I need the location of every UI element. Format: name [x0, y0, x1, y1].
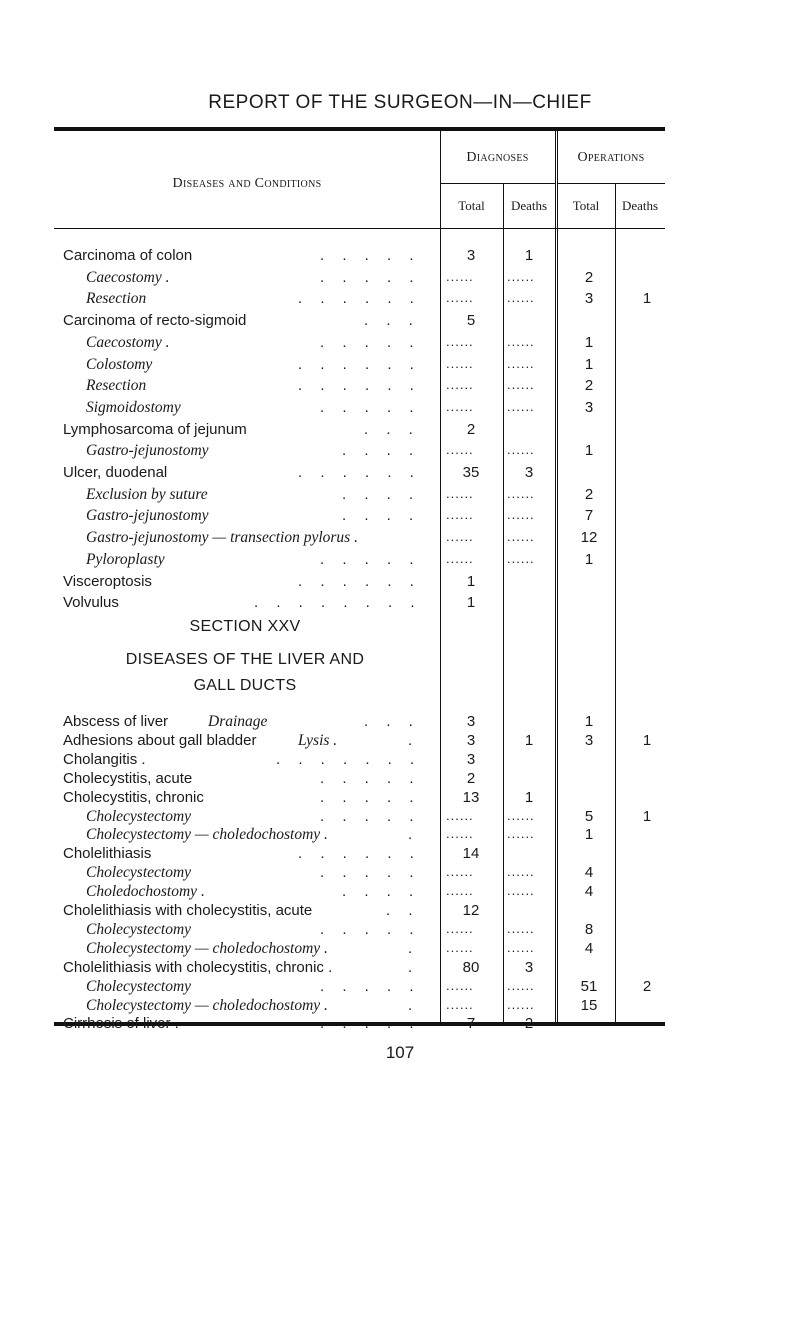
row-label: Cholecystitis, chronic — [63, 788, 204, 806]
table-row — [0, 421, 800, 443]
diagnoses-total-cell: 2 — [466, 420, 476, 438]
diagnoses-deaths-cell: ...... — [507, 939, 535, 955]
operations-deaths-cell: 1 — [642, 290, 652, 308]
diagnoses-total-cell: ...... — [446, 977, 474, 993]
row-leader-dots: . . . . — [342, 442, 421, 460]
operations-total-cell: 3 — [584, 731, 594, 749]
diagnoses-total-cell: ...... — [446, 485, 474, 501]
table-row — [0, 247, 800, 269]
diagnoses-deaths-cell: ...... — [507, 550, 535, 566]
row-label: Colostomy — [86, 355, 153, 373]
header-bottom-rule — [54, 228, 665, 229]
diagnoses-deaths-cell: ...... — [507, 864, 535, 880]
diagnoses-total-cell: ...... — [446, 864, 474, 880]
diagnoses-total-cell: 13 — [462, 788, 480, 806]
row-label: Cholecystectomy — [86, 807, 192, 825]
diagnoses-total-cell: 1 — [466, 572, 476, 590]
operations-total-cell: 15 — [580, 996, 598, 1014]
row-leader-dots: . . . . . — [320, 807, 421, 825]
row-label: Sigmoidostomy — [86, 398, 181, 416]
page-number: 107 — [385, 1043, 415, 1062]
row-leader-dots: . . . . . . — [298, 464, 421, 481]
row-label: Cirrhosis of liver . — [63, 1015, 179, 1033]
row-leader-dots: . . . — [364, 312, 420, 330]
diagnoses-total-cell: ...... — [446, 442, 474, 458]
operations-deaths-cell: 1 — [642, 807, 652, 825]
row-label: Cholecystectomy — choledochostomy . — [86, 996, 328, 1014]
operations-total-cell: 4 — [584, 939, 594, 957]
diagnoses-total-cell: 3 — [466, 247, 476, 264]
operations-total-cell: 3 — [584, 398, 594, 416]
diagnoses-total-cell: 2 — [466, 769, 476, 787]
row-label: Resection — [86, 290, 147, 308]
diagnoses-total-cell: ...... — [446, 529, 474, 545]
section-title-line-2: GALL DUCTS — [193, 677, 297, 694]
diagnoses-deaths-cell: ...... — [507, 268, 535, 284]
diagnoses-deaths-cell: 1 — [524, 247, 534, 264]
row-label: Cholelithiasis — [63, 845, 152, 863]
row-label: Cholelithiasis with cholecystitis, acute — [63, 902, 313, 919]
diagnoses-deaths-cell: ...... — [507, 826, 535, 842]
row-label: Caecostomy . — [86, 268, 170, 286]
table-top-rule — [54, 127, 665, 131]
operations-total-cell: 8 — [584, 920, 594, 938]
diagnoses-total-cell: ...... — [446, 333, 474, 349]
row-label: Pyloroplasty — [86, 550, 165, 568]
row-leader-dots: . . . . . — [320, 1015, 421, 1033]
table-row — [0, 290, 800, 312]
table-row — [0, 529, 800, 551]
operations-total-cell: 1 — [584, 442, 594, 460]
row-leader-dots: . . . . . — [320, 864, 421, 882]
table-row — [0, 573, 800, 595]
operations-total-cell: 3 — [584, 290, 594, 308]
row-label: Volvulus — [63, 594, 119, 612]
diagnoses-deaths-cell: ...... — [507, 290, 535, 306]
operations-total-cell: 51 — [580, 977, 598, 995]
header-op-total: Total — [572, 198, 600, 213]
row-leader-dots: . . . . . — [320, 920, 421, 938]
row-leader-dots: . . . . . . — [298, 845, 421, 863]
table-row — [0, 464, 800, 486]
diagnoses-total-cell: ...... — [446, 920, 474, 936]
row-leader-dots: . . . . . . — [298, 355, 421, 373]
row-leader-dots: . — [408, 996, 420, 1014]
diagnoses-total-cell: 14 — [462, 845, 480, 863]
diagnoses-deaths-cell: 2 — [524, 1015, 534, 1033]
diagnoses-deaths-cell: 1 — [524, 731, 534, 749]
header-diagnoses: Diagnoses — [466, 150, 529, 165]
header-diag-total: Total — [458, 198, 485, 213]
diagnoses-total-cell: 12 — [462, 902, 480, 919]
row-leader-dots: . . . . . . . . — [254, 594, 422, 612]
header-sub-rule — [440, 183, 555, 184]
row-label: Cholecystectomy — [86, 864, 192, 882]
operations-total-cell: 1 — [584, 826, 594, 844]
row-label: Cholecystectomy — [86, 977, 192, 995]
row-leader-dots: . . . . — [342, 883, 421, 901]
row-leader-dots: . . . . . — [320, 247, 421, 264]
diagnoses-deaths-cell: ...... — [507, 996, 535, 1012]
row-leader-dots: . — [408, 731, 420, 749]
row-label: Adhesions about gall bladder — [63, 731, 257, 749]
diagnoses-total-cell: 35 — [462, 464, 480, 481]
row-procedure: Drainage — [208, 713, 268, 730]
page-title: REPORT OF THE SURGEON—IN—CHIEF — [208, 92, 592, 113]
diagnoses-total-cell: 3 — [466, 750, 476, 768]
diagnoses-deaths-cell: ...... — [507, 529, 535, 545]
diagnoses-deaths-cell: ...... — [507, 507, 535, 523]
diagnoses-deaths-cell: ...... — [507, 355, 535, 371]
diagnoses-total-cell: ...... — [446, 290, 474, 306]
row-label: Cholecystectomy — choledochostomy . — [86, 826, 328, 844]
row-label: Gastro-jejunostomy — [86, 507, 209, 525]
row-label: Caecostomy . — [86, 333, 170, 351]
row-leader-dots: . . . . . — [320, 268, 421, 286]
row-leader-dots: . — [408, 826, 420, 844]
row-leader-dots: . . . . . — [320, 769, 421, 787]
operations-deaths-cell: 1 — [642, 731, 652, 749]
row-leader-dots: . — [408, 958, 420, 976]
row-leader-dots: . . . . . — [320, 398, 421, 416]
operations-total-cell: 1 — [584, 355, 594, 373]
diagnoses-deaths-cell: ...... — [507, 442, 535, 458]
diagnoses-total-cell: ...... — [446, 398, 474, 414]
row-label: Cholelithiasis with cholecystitis, chronic . — [63, 958, 333, 976]
table-row — [0, 442, 800, 464]
table-row — [0, 486, 800, 508]
row-label: Abscess of liver — [63, 713, 169, 730]
row-procedure: Lysis . — [298, 731, 338, 749]
diagnoses-total-cell: 5 — [466, 312, 476, 330]
diagnoses-deaths-cell: ...... — [507, 920, 535, 936]
operations-total-cell: 2 — [584, 268, 594, 286]
row-label: Cholangitis . — [63, 750, 146, 768]
row-leader-dots: . . . . — [342, 485, 421, 503]
diagnoses-deaths-cell: 1 — [524, 788, 534, 806]
row-leader-dots: . . . — [364, 420, 420, 438]
operations-total-cell: 4 — [584, 883, 594, 901]
row-label: Gastro-jejunostomy — transection pylorus . — [86, 529, 358, 547]
section-title-line-1: DISEASES OF THE LIVER AND — [125, 651, 365, 668]
table-row — [0, 377, 800, 399]
operations-total-cell: 1 — [584, 550, 594, 568]
diagnoses-deaths-cell: ...... — [507, 807, 535, 823]
table-row — [0, 269, 800, 291]
row-label: Carcinoma of recto-sigmoid — [63, 312, 247, 330]
operations-total-cell: 2 — [584, 485, 594, 503]
diagnoses-total-cell: ...... — [446, 826, 474, 842]
diagnoses-total-cell: ...... — [446, 377, 474, 393]
row-leader-dots: . . . . . — [320, 550, 421, 568]
table-row — [0, 312, 800, 334]
row-label: Visceroptosis — [63, 572, 152, 590]
operations-total-cell: 1 — [584, 333, 594, 351]
row-leader-dots: . . . . — [342, 507, 421, 525]
diagnoses-total-cell: ...... — [446, 268, 474, 284]
diagnoses-total-cell: ...... — [446, 939, 474, 955]
row-leader-dots: . . . . . — [320, 977, 421, 995]
header-diseases: Diseases and Conditions — [172, 176, 322, 191]
diagnoses-total-cell: ...... — [446, 807, 474, 823]
row-leader-dots: . . . — [364, 713, 420, 730]
table-row — [0, 399, 800, 421]
row-label: Carcinoma of colon — [63, 247, 193, 264]
table-row — [0, 594, 800, 616]
operations-total-cell: 1 — [584, 713, 594, 730]
diagnoses-total-cell: 3 — [466, 713, 476, 730]
table-row — [0, 356, 800, 378]
row-leader-dots: . — [408, 939, 420, 957]
row-label: Cholecystectomy — [86, 920, 192, 938]
diagnoses-deaths-cell: ...... — [507, 333, 535, 349]
diagnoses-deaths-cell: ...... — [507, 377, 535, 393]
diagnoses-total-cell: ...... — [446, 355, 474, 371]
diagnoses-deaths-cell: ...... — [507, 398, 535, 414]
table-row — [0, 334, 800, 356]
table-row — [0, 551, 800, 573]
diagnoses-total-cell: ...... — [446, 996, 474, 1012]
row-label: Cholecystectomy — choledochostomy . — [86, 939, 328, 957]
row-label: Ulcer, duodenal — [63, 464, 168, 481]
operations-total-cell: 5 — [584, 807, 594, 825]
header-sub-rule — [557, 183, 665, 184]
operations-total-cell: 7 — [584, 507, 594, 525]
row-label: Lymphosarcoma of jejunum — [63, 420, 247, 438]
row-label: Gastro-jejunostomy — [86, 442, 209, 460]
row-leader-dots: . . . . . . . — [276, 750, 422, 768]
row-leader-dots: . . . . . . — [298, 572, 421, 590]
header-op-deaths: Deaths — [621, 198, 659, 213]
diagnoses-deaths-cell: ...... — [507, 883, 535, 899]
diagnoses-total-cell: ...... — [446, 507, 474, 523]
operations-total-cell: 2 — [584, 377, 594, 395]
header-operations: Operations — [577, 150, 645, 165]
diagnoses-total-cell: 7 — [466, 1015, 476, 1033]
section-number: SECTION XXV — [189, 618, 301, 635]
operations-deaths-cell: 2 — [642, 977, 652, 995]
diagnoses-deaths-cell: 3 — [524, 958, 534, 976]
header-diag-deaths: Deaths — [510, 198, 548, 213]
row-leader-dots: . . . . . — [320, 788, 421, 806]
row-leader-dots: . . . . . . — [298, 377, 421, 395]
diagnoses-total-cell: ...... — [446, 550, 474, 566]
diagnoses-deaths-cell: 3 — [524, 464, 534, 481]
row-label: Exclusion by suture — [86, 485, 208, 503]
diagnoses-deaths-cell: ...... — [507, 485, 535, 501]
operations-total-cell: 12 — [580, 529, 598, 547]
diagnoses-total-cell: 1 — [466, 594, 476, 612]
diagnoses-total-cell: 3 — [466, 731, 476, 749]
row-label: Choledochostomy . — [86, 883, 205, 901]
row-leader-dots: . . — [386, 902, 420, 919]
table-row — [0, 507, 800, 529]
diagnoses-total-cell: ...... — [446, 883, 474, 899]
row-leader-dots: . . . . . — [320, 333, 421, 351]
operations-total-cell: 4 — [584, 864, 594, 882]
row-label: Cholecystitis, acute — [63, 769, 193, 787]
table-row — [0, 1015, 800, 1037]
diagnoses-deaths-cell: ...... — [507, 977, 535, 993]
row-leader-dots: . . . . . . — [298, 290, 421, 308]
diagnoses-total-cell: 80 — [462, 958, 480, 976]
row-label: Resection — [86, 377, 147, 395]
